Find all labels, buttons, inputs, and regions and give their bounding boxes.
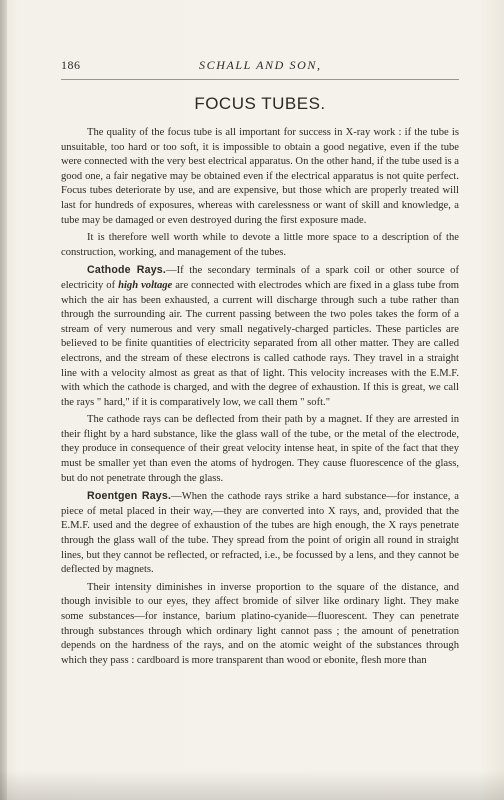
cathode-rays-text-a: —If the secondary terminals of a spark coil or other source of electricity of	[61, 265, 459, 291]
paragraph-cathode-deflection: The cathode rays can be deflected from their path by a magnet. If they are arrested in their flight by a hard substance, like the glass wall of the tube, or the metal of the electrode, they produce in consequence of their great velocity intense heat, in spite of the fact that they must be smaller yet than even the atoms of hydrogen. They cause fluorescence of the glass, but do not penetrate through the glass.	[61, 414, 459, 484]
body-text	[61, 126, 459, 671]
paragraph-focus-tube-quality: The quality of the focus tube is all important for success in X-ray work : if the tube is unsuitable, too hard or too soft, it is impossible to obtain a good negative, even if the tube were connected with the very best electrical apparatus. On the other hand, if the tube used is a good one, a fair negative may be obtained even if the electrical apparatus is not quite perfect. Focus tubes deteriorate by use, and are expensive, but those which are properly treated will last for hundreds of exposures, whereas with carelessness or want of skill and knowledge, a tube may be damaged or even destroyed during the first exposure made.	[61, 127, 459, 226]
paragraph-intensity: Their intensity diminishes in inverse proportion to the square of the distance, and though invisible to our eyes, they affect bromide of silver like ordinary light. They make some substances—for instance, barium platino-cyanide—fluorescent. They can penetrate through substances through which ordinary light cannot pass ; the amount of penetration depends on the hardness of the rays, and on the atomic weight of the substances through which they pass : cardboard is more transparent than wood or ebonite, flesh more than	[61, 581, 459, 666]
page-binding-edge	[0, 0, 7, 800]
running-header-title: SCHALL AND SON,	[199, 58, 322, 72]
running-header	[61, 58, 459, 76]
cathode-rays-heading: Cathode Rays.	[87, 264, 167, 277]
page-bottom-shadow	[0, 770, 504, 800]
cathode-rays-text-b: are connected with electrodes which are fixed in a glass tube from which the air has been exhausted, a current will discharge through such a tube rather than through the surrounding air. The current passing between the two poles takes the form of a stream of very numerous and very small negatively-charged particles. These particles are believed to be finite quantities of electricity separated from all other matter. They are called electrons, and the stream of these electrons is called cathode rays. They travel in a straight line with a velocity almost as great as that of light. This velocity increases with the E.M.F. with which the cathode is charged, and with the degree of exhaustion. If this is great, we call the rays " hard," if it is comparatively low, we call them " soft."	[61, 279, 459, 408]
page-number: 186	[61, 58, 81, 72]
header-rule	[61, 79, 459, 80]
section-title: FOCUS TUBES.	[194, 94, 326, 113]
paragraph-cathode-rays	[61, 263, 459, 410]
high-voltage-emphasis: high voltage	[118, 279, 173, 291]
roentgen-rays-heading: Roentgen Rays.	[87, 490, 172, 503]
roentgen-rays-text: —When the cathode rays strike a hard substance—for instance, a piece of metal placed in their way,—they are converted into X rays, and, provided that the E.M.F. used and the degree of exhaustion of the tubes are high enough, the X rays penetrate through the glass wall of the tube. They spread from the point of origin all round in straight lines, but they cannot be reflected, or refracted, i.e., be focussed by a lens, and they cannot be deflected by magnets.	[61, 491, 459, 576]
paragraph-tube-construction-intro: It is therefore well worth while to devote a little more space to a description of the construction, working, and management of the tubes.	[61, 232, 459, 258]
paragraph-roentgen-rays	[61, 489, 459, 578]
